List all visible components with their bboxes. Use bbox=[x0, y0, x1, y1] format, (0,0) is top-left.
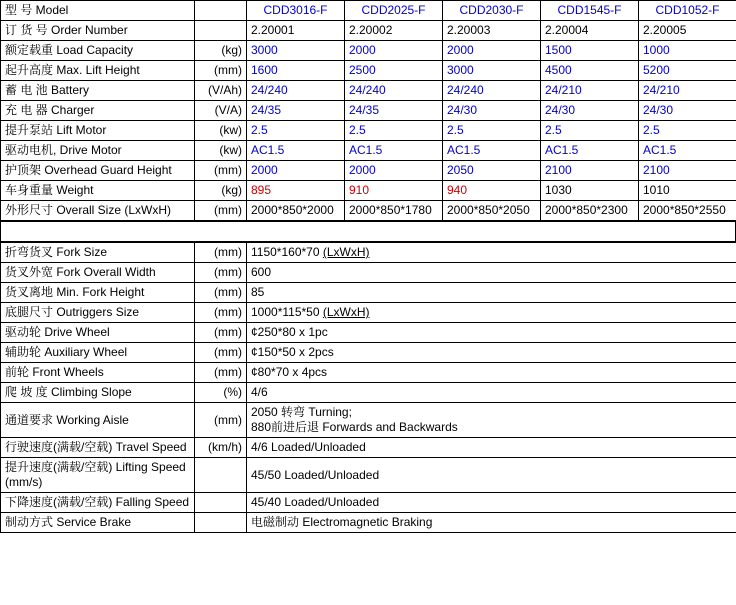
table-row bbox=[1, 283, 736, 303]
column-header-1: CDD2025-F bbox=[345, 1, 443, 21]
header-label: 型 号 Model bbox=[1, 1, 195, 21]
row-value: 1150*160*70 (LxWxH) bbox=[247, 243, 736, 263]
row-value: 24/30 bbox=[639, 101, 736, 121]
row-value: 24/240 bbox=[443, 81, 541, 101]
row-value: 2100 bbox=[541, 161, 639, 181]
row-unit: (mm) bbox=[195, 283, 247, 303]
row-value: 2.20005 bbox=[639, 21, 736, 41]
row-label-line2: (mm/s) bbox=[5, 475, 43, 489]
row-value: 2000 bbox=[345, 161, 443, 181]
table-row bbox=[1, 458, 736, 493]
row-value: 24/35 bbox=[345, 101, 443, 121]
row-unit: (mm) bbox=[195, 201, 247, 221]
table-row bbox=[1, 438, 736, 458]
table-row bbox=[1, 81, 736, 101]
row-value: 2000*850*2300 bbox=[541, 201, 639, 221]
row-label: 蓄 电 池 Battery bbox=[1, 81, 195, 101]
row-value: 电磁制动 Electromagnetic Braking bbox=[247, 513, 736, 533]
row-unit: (mm) bbox=[195, 243, 247, 263]
table-row bbox=[1, 323, 736, 343]
row-unit: (mm) bbox=[195, 323, 247, 343]
row-label: 货叉外宽 Fork Overall Width bbox=[1, 263, 195, 283]
row-label: 前轮 Front Wheels bbox=[1, 363, 195, 383]
row-value: 600 bbox=[247, 263, 736, 283]
row-value: 1010 bbox=[639, 181, 736, 201]
row-value: 1000*115*50 (LxWxH) bbox=[247, 303, 736, 323]
table-row bbox=[1, 61, 736, 81]
row-value: 2000*850*2050 bbox=[443, 201, 541, 221]
row-value-underlined: (LxWxH) bbox=[322, 245, 370, 259]
row-label: 底腿尺寸 Outriggers Size bbox=[1, 303, 195, 323]
row-label: 外形尺寸 Overall Size (LxWxH) bbox=[1, 201, 195, 221]
table-row bbox=[1, 181, 736, 201]
row-value: 24/210 bbox=[639, 81, 736, 101]
row-value: 2000 bbox=[247, 161, 345, 181]
row-value: 2000*850*2550 bbox=[639, 201, 736, 221]
row-unit: (mm) bbox=[195, 263, 247, 283]
row-value: 1500 bbox=[541, 41, 639, 61]
row-label: 额定载重 Load Capacity bbox=[1, 41, 195, 61]
row-value: 2500 bbox=[345, 61, 443, 81]
row-label: 订 货 号 Order Number bbox=[1, 21, 195, 41]
row-value: 2100 bbox=[639, 161, 736, 181]
table-gap bbox=[1, 222, 736, 242]
row-label: 驱动轮 Drive Wheel bbox=[1, 323, 195, 343]
row-value: 1600 bbox=[247, 61, 345, 81]
column-header-2: CDD2030-F bbox=[443, 1, 541, 21]
row-value: 2.20003 bbox=[443, 21, 541, 41]
row-value: AC1.5 bbox=[541, 141, 639, 161]
row-unit: (V/Ah) bbox=[195, 81, 247, 101]
row-value: 895 bbox=[247, 181, 345, 201]
table-row bbox=[1, 101, 736, 121]
row-value: 2000 bbox=[345, 41, 443, 61]
row-label: 充 电 器 Charger bbox=[1, 101, 195, 121]
row-unit: (mm) bbox=[195, 343, 247, 363]
row-value: 4/6 Loaded/Unloaded bbox=[247, 438, 736, 458]
table-row bbox=[1, 513, 736, 533]
row-value-line2: 880前进后退 Forwards and Backwards bbox=[251, 420, 458, 434]
row-label: 驱动电机, Drive Motor bbox=[1, 141, 195, 161]
row-unit: (mm) bbox=[195, 363, 247, 383]
row-unit: (kw) bbox=[195, 121, 247, 141]
row-value: 3000 bbox=[247, 41, 345, 61]
row-value: ¢80*70 x 4pcs bbox=[247, 363, 736, 383]
row-value: 2.20004 bbox=[541, 21, 639, 41]
table-row bbox=[1, 141, 736, 161]
table-row bbox=[1, 41, 736, 61]
row-value: 2.5 bbox=[541, 121, 639, 141]
row-value: 45/50 Loaded/Unloaded bbox=[247, 458, 736, 493]
row-value: 24/30 bbox=[541, 101, 639, 121]
row-label bbox=[1, 458, 195, 493]
row-value: 2.5 bbox=[443, 121, 541, 141]
row-value: 1000 bbox=[639, 41, 736, 61]
row-value: 2000*850*2000 bbox=[247, 201, 345, 221]
row-value: 24/210 bbox=[541, 81, 639, 101]
row-value: 24/35 bbox=[247, 101, 345, 121]
row-unit bbox=[195, 21, 247, 41]
row-label: 起升高度 Max. Lift Height bbox=[1, 61, 195, 81]
table-row bbox=[1, 161, 736, 181]
row-value: 1030 bbox=[541, 181, 639, 201]
row-value bbox=[247, 403, 736, 438]
table-row bbox=[1, 121, 736, 141]
table-row bbox=[1, 403, 736, 438]
row-label: 辅助轮 Auxiliary Wheel bbox=[1, 343, 195, 363]
row-label-line1: 提升速度(满载/空载) Lifting Speed bbox=[5, 460, 186, 474]
row-value: AC1.5 bbox=[639, 141, 736, 161]
table-row bbox=[1, 493, 736, 513]
row-label: 爬 坡 度 Climbing Slope bbox=[1, 383, 195, 403]
row-value: 2.20001 bbox=[247, 21, 345, 41]
row-unit: (kg) bbox=[195, 41, 247, 61]
spec-table-spacer bbox=[0, 221, 736, 242]
row-value: 24/30 bbox=[443, 101, 541, 121]
table-row bbox=[1, 243, 736, 263]
row-unit: (mm) bbox=[195, 303, 247, 323]
row-value: 4/6 bbox=[247, 383, 736, 403]
row-value: 940 bbox=[443, 181, 541, 201]
row-unit bbox=[195, 458, 247, 493]
column-header-3: CDD1545-F bbox=[541, 1, 639, 21]
row-value: AC1.5 bbox=[345, 141, 443, 161]
row-unit: (mm) bbox=[195, 403, 247, 438]
row-value: 2050 bbox=[443, 161, 541, 181]
row-unit: (mm) bbox=[195, 61, 247, 81]
header-unit bbox=[195, 1, 247, 21]
row-value: 45/40 Loaded/Unloaded bbox=[247, 493, 736, 513]
row-label: 提升泵站 Lift Motor bbox=[1, 121, 195, 141]
row-value: 3000 bbox=[443, 61, 541, 81]
table-row bbox=[1, 201, 736, 221]
table-row bbox=[1, 343, 736, 363]
row-unit: (km/h) bbox=[195, 438, 247, 458]
row-label: 下降速度(满载/空载) Falling Speed bbox=[1, 493, 195, 513]
row-unit: (kw) bbox=[195, 141, 247, 161]
row-value-line1: 2050 转弯 Turning; bbox=[251, 405, 352, 419]
column-header-0: CDD3016-F bbox=[247, 1, 345, 21]
table-row bbox=[1, 263, 736, 283]
row-value: 2.5 bbox=[345, 121, 443, 141]
row-unit: (V/A) bbox=[195, 101, 247, 121]
row-label: 车身重量 Weight bbox=[1, 181, 195, 201]
row-value: 2000*850*1780 bbox=[345, 201, 443, 221]
row-label: 行驶速度(满载/空载) Travel Speed bbox=[1, 438, 195, 458]
row-value: 5200 bbox=[639, 61, 736, 81]
row-label: 制动方式 Service Brake bbox=[1, 513, 195, 533]
row-label: 折弯货叉 Fork Size bbox=[1, 243, 195, 263]
row-unit: (%) bbox=[195, 383, 247, 403]
row-value-underlined: (LxWxH) bbox=[322, 305, 370, 319]
row-value: 4500 bbox=[541, 61, 639, 81]
row-unit: (mm) bbox=[195, 161, 247, 181]
table-row bbox=[1, 383, 736, 403]
row-value: ¢150*50 x 2pcs bbox=[247, 343, 736, 363]
row-value: AC1.5 bbox=[247, 141, 345, 161]
row-label: 护顶架 Overhead Guard Height bbox=[1, 161, 195, 181]
table-row bbox=[1, 303, 736, 323]
row-label: 货叉离地 Min. Fork Height bbox=[1, 283, 195, 303]
row-value: 910 bbox=[345, 181, 443, 201]
row-unit: (kg) bbox=[195, 181, 247, 201]
row-label: 通道要求 Working Aisle bbox=[1, 403, 195, 438]
table-header-row bbox=[1, 1, 736, 21]
row-value: 2.20002 bbox=[345, 21, 443, 41]
row-value: 85 bbox=[247, 283, 736, 303]
row-value: AC1.5 bbox=[443, 141, 541, 161]
row-value: 24/240 bbox=[345, 81, 443, 101]
spec-table-bottom bbox=[0, 242, 736, 533]
spec-table-top bbox=[0, 0, 736, 221]
row-value: 2000 bbox=[443, 41, 541, 61]
row-unit bbox=[195, 513, 247, 533]
column-header-4: CDD1052-F bbox=[639, 1, 736, 21]
row-value: ¢250*80 x 1pc bbox=[247, 323, 736, 343]
table-row bbox=[1, 363, 736, 383]
row-value: 2.5 bbox=[639, 121, 736, 141]
table-row bbox=[1, 21, 736, 41]
row-value: 24/240 bbox=[247, 81, 345, 101]
row-unit bbox=[195, 493, 247, 513]
row-value: 2.5 bbox=[247, 121, 345, 141]
